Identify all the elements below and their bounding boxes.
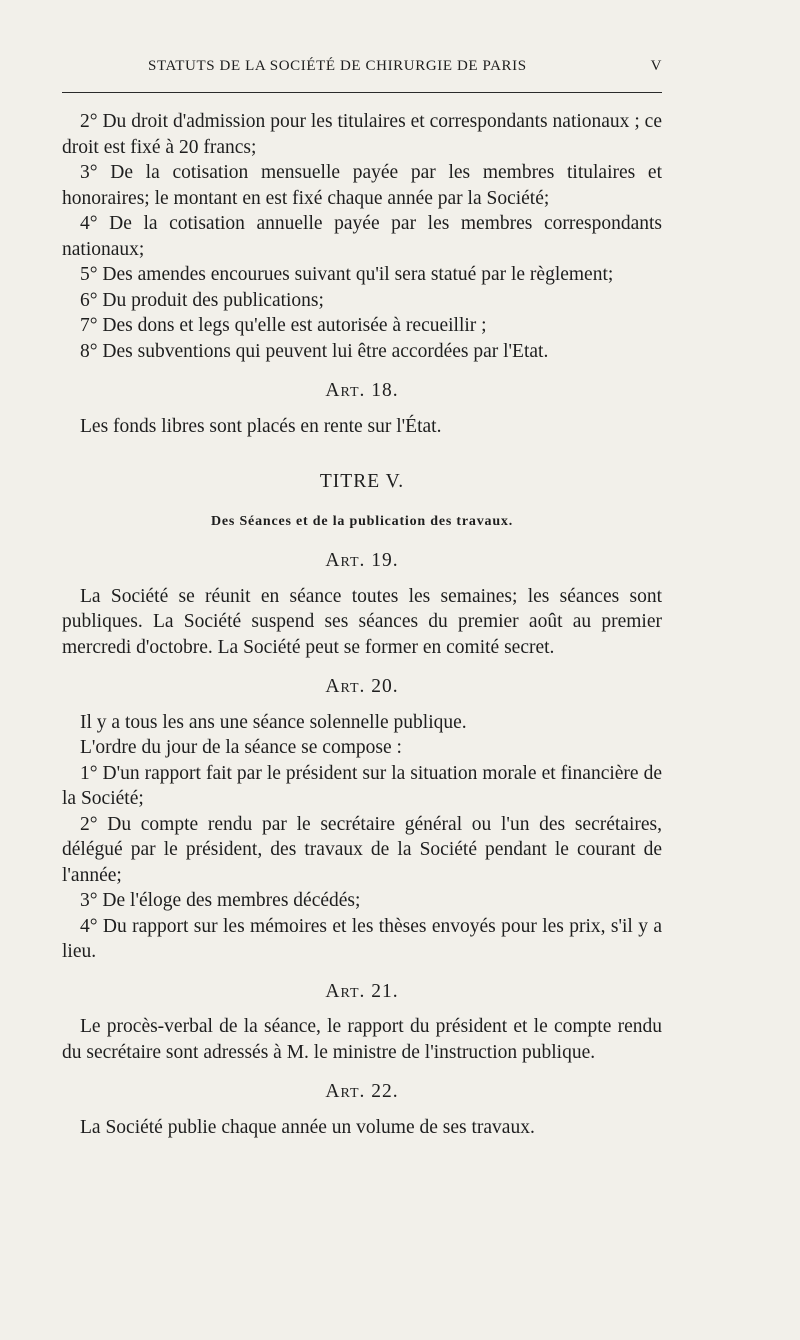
article-heading: Art. 18. (325, 380, 399, 401)
page-number: V (650, 58, 662, 74)
paragraph: 7° Des dons et legs qu'elle est autorisée à recueillir ; (80, 315, 487, 336)
paragraph: 1° D'un rapport fait par le président sur la situation morale et financière de la Société; (62, 762, 662, 809)
paragraph: 8° Des subventions qui peuvent lui être accordées par l'Etat. (80, 340, 549, 362)
section-subtitle: Des Séances et de la publication des travaux. (211, 513, 513, 529)
paragraph: La Société se réunit en séance toutes les semaines; les séances sont publiques. La Société suspend ses séances du premier août au premier mercredi d'octobre. La Société peut se former en comité secret. (62, 585, 662, 658)
title-heading: TITRE V. (319, 471, 405, 492)
paragraph: 6° Du produit des publications; (80, 289, 324, 311)
article-heading: Art. 21. (325, 980, 399, 1002)
paragraph: 3° De l'éloge des membres décédés; (80, 890, 361, 911)
article-heading: Art. 22. (325, 1081, 399, 1102)
paragraph: La Société publie chaque année un volume de ses travaux. (80, 1116, 535, 1138)
paragraph: 4° De la cotisation annuelle payée par les membres correspondants nationaux; (62, 213, 662, 260)
paragraph: 3° De la cotisation mensuelle payée par les membres titulaires et honoraires; le montant en est fixé chaque année par la Société; (62, 162, 662, 209)
article-heading: Art. 20. (325, 676, 399, 697)
paragraph: Il y a tous les ans une séance solennelle publique. (80, 711, 467, 733)
paragraph: L'ordre du jour de la séance se compose : (80, 737, 402, 758)
header-rule (62, 92, 662, 93)
paragraph: Le procès-verbal de la séance, le rapport du président et le compte rendu du secrétaire sont adressés à M. le ministre de l'instruction publique. (62, 1016, 662, 1063)
running-title: STATUTS DE LA SOCIÉTÉ DE CHIRURGIE DE PARIS (148, 58, 527, 74)
article-heading: Art. 19. (325, 550, 399, 571)
paragraph: 5° Des amendes encourues suivant qu'il sera statué par le règlement; (80, 264, 614, 285)
paragraph: 2° Du compte rendu par le secrétaire général ou l'un des secrétaires, délégué par le président, des travaux de la Société pendant le courant de l'année; (62, 813, 662, 886)
page-header (62, 56, 662, 80)
paragraph: 2° Du droit d'admission pour les titulaires et correspondants nationaux ; ce droit est fixé à 20 francs; (62, 111, 662, 158)
body-text (62, 109, 662, 1140)
paragraph: Les fonds libres sont placés en rente sur l'État. (80, 415, 442, 437)
paragraph: 4° Du rapport sur les mémoires et les thèses envoyés pour les prix, s'il y a lieu. (62, 915, 662, 962)
